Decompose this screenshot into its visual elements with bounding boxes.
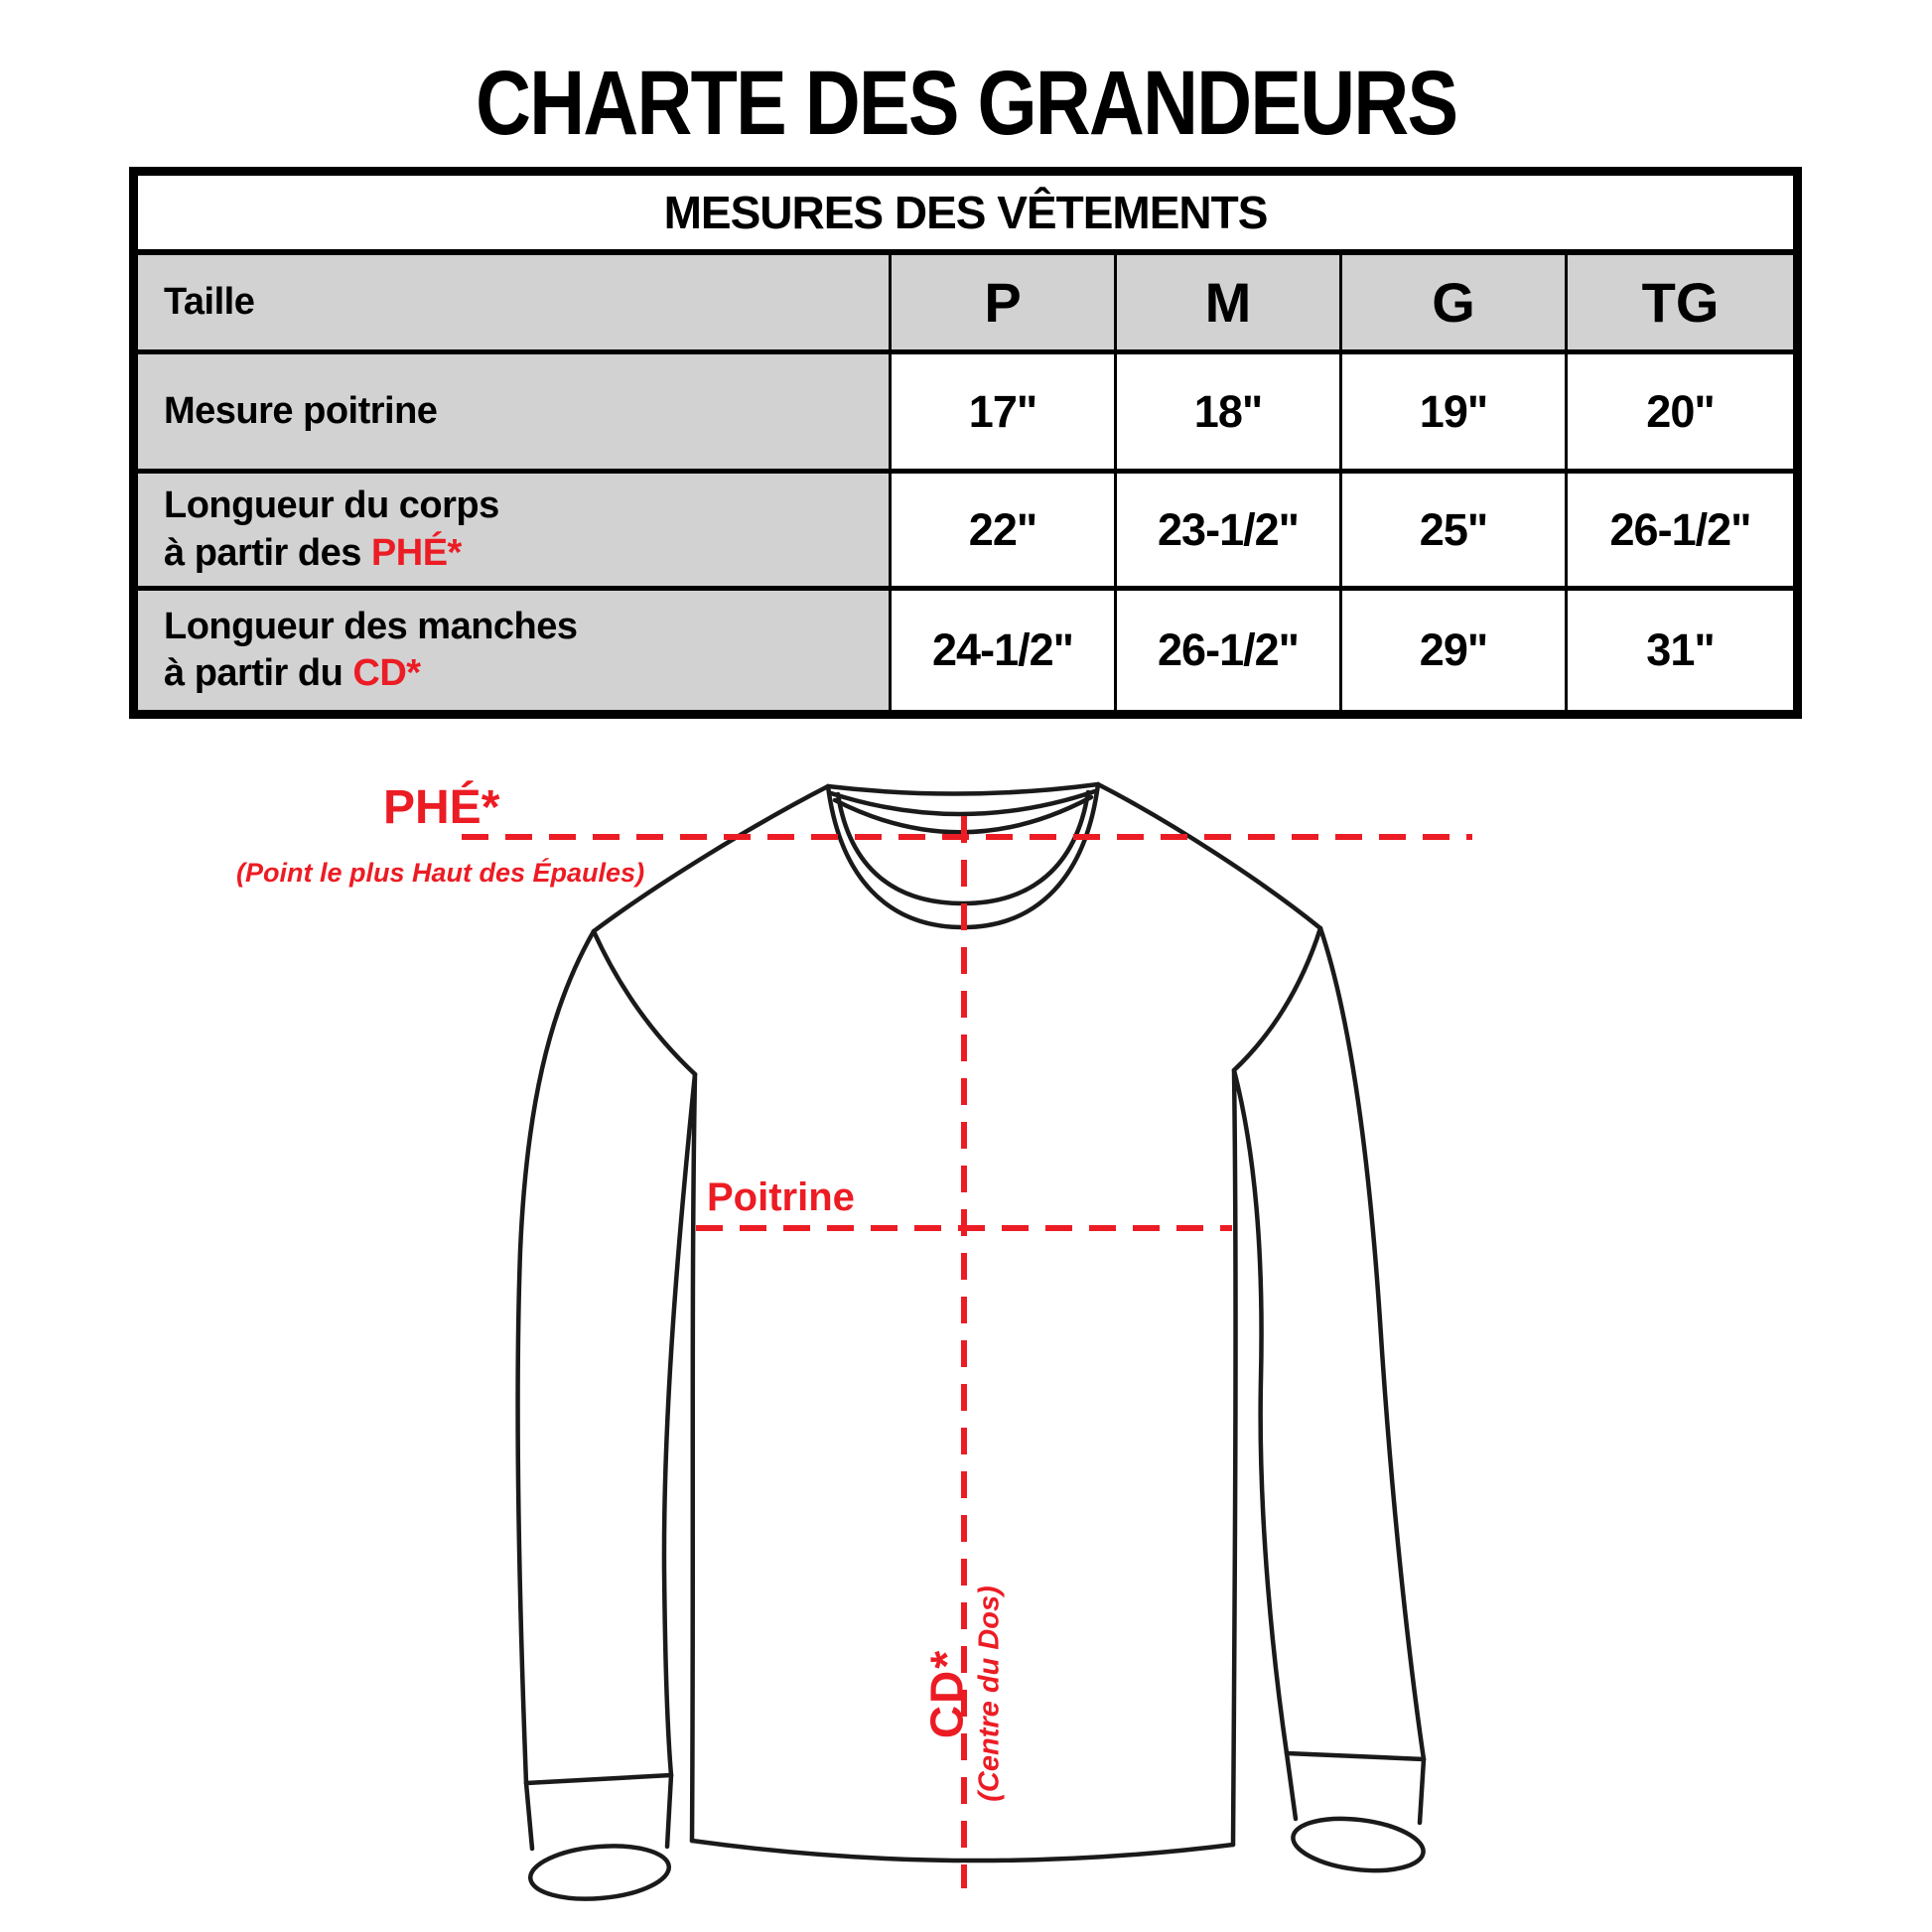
table-header: MESURES DES VÊTEMENTS (138, 176, 1793, 255)
sleeve-length-g: 29" (1342, 591, 1568, 710)
row-label-chest-text: Mesure poitrine (164, 389, 438, 432)
chest-value-p: 17" (892, 354, 1117, 474)
body-length-line2: à partir des PHÉ* (164, 531, 462, 574)
chest-value-m: 18" (1117, 354, 1342, 474)
cd-label: CD* (920, 1648, 973, 1739)
cd-sublabel: (Centre du Dos) (972, 1586, 1005, 1802)
phe-sublabel: (Point le plus Haut des Épaules) (236, 858, 645, 888)
sleeve-length-line2: à partir du CD* (164, 652, 421, 694)
phe-abbrev: PHÉ* (370, 531, 462, 574)
phe-label: PHÉ* (383, 781, 500, 834)
size-row-label: Taille (138, 255, 892, 354)
size-col-tg: TG (1568, 255, 1793, 354)
body-length-line1: Longueur du corps (164, 484, 499, 527)
page-title-text: CHARTE DES GRANDEURS (475, 53, 1457, 154)
body-length-tg: 26-1/2" (1568, 474, 1793, 591)
cd-abbrev: CD* (352, 652, 421, 694)
body-length-m: 23-1/2" (1117, 474, 1342, 591)
body-length-p: 22" (892, 474, 1117, 591)
chest-label: Poitrine (707, 1175, 855, 1219)
size-col-m: M (1117, 255, 1342, 354)
sleeve-length-line1: Longueur des manches (164, 605, 578, 647)
body-length-g: 25" (1342, 474, 1568, 591)
size-col-p: P (892, 255, 1117, 354)
chest-value-g: 19" (1342, 354, 1568, 474)
sleeve-length-m: 26-1/2" (1117, 591, 1342, 710)
size-col-g: G (1342, 255, 1568, 354)
sleeve-length-tg: 31" (1646, 624, 1715, 675)
sleeve-length-p: 24-1/2" (892, 591, 1117, 710)
chest-value-tg: 20" (1568, 354, 1793, 474)
